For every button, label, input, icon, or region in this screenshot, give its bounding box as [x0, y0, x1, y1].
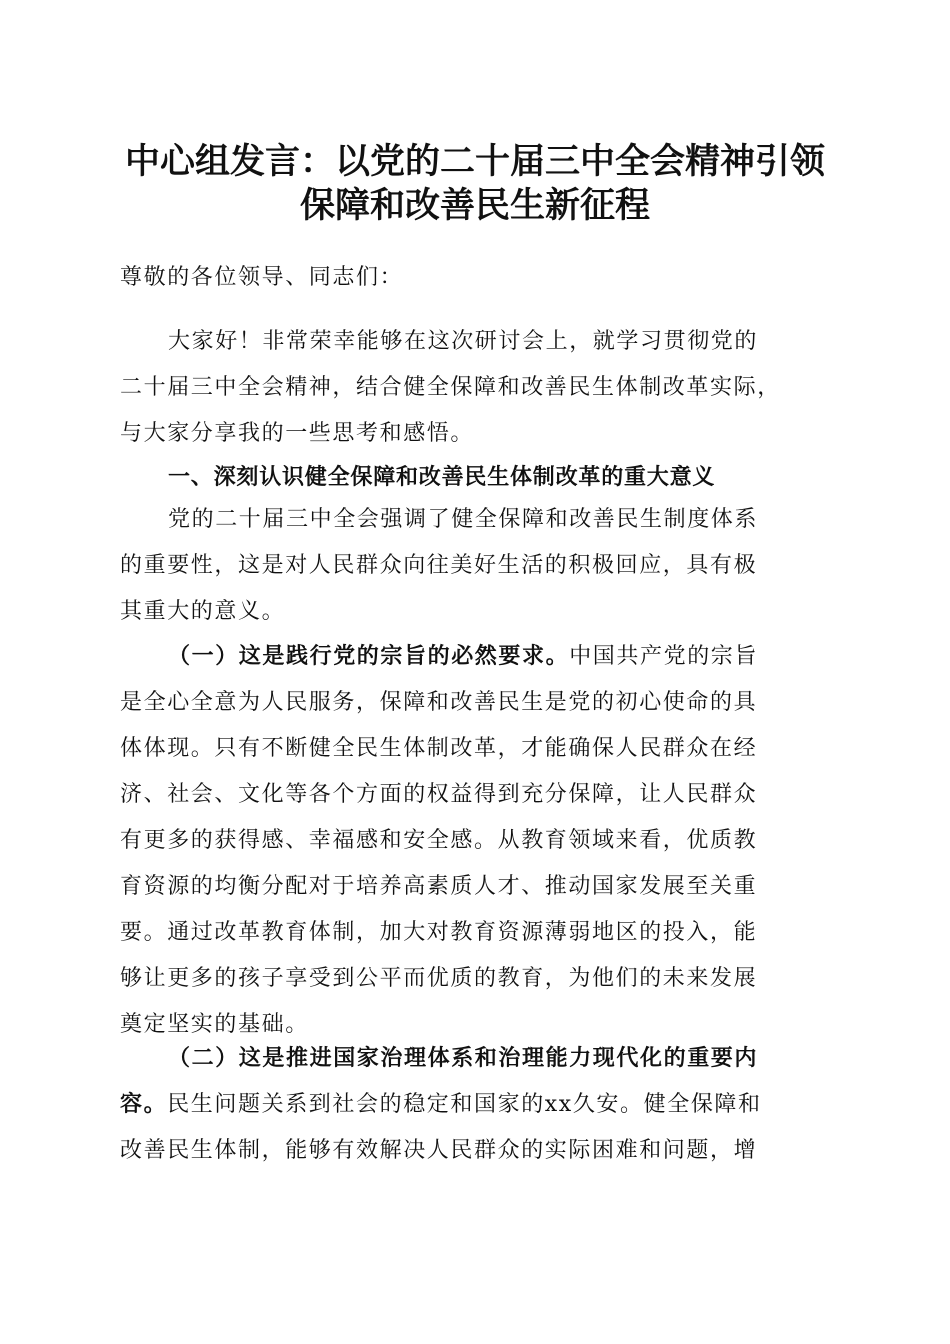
point-1-line: 体体现。只有不断健全民生体制改革，才能确保人民群众在经 — [120, 736, 758, 761]
point-2-paragraph — [120, 1035, 832, 1174]
point-1-heading: （一）这是践行党的宗旨的必然要求。 — [168, 643, 570, 669]
point-2-second-line-rest: 民生问题关系到社会的稳定和国家的xx久安。健全保障和 — [167, 1092, 762, 1117]
salutation-text: 尊敬的各位领导、同志们： — [120, 265, 404, 290]
point-1-line: 够让更多的孩子享受到公平而优质的教育，为他们的未来发展 — [120, 966, 758, 991]
document-title-line-2: 保障和改善民生新征程 — [299, 185, 650, 226]
section-1-line: 党的二十届三中全会强调了健全保障和改善民生制度体系 — [168, 507, 759, 532]
section-1-line: 其重大的意义。 — [120, 599, 286, 624]
point-1-paragraph — [120, 633, 832, 1048]
intro-line: 大家好！非常荣幸能够在这次研讨会上，就学习贯彻党的 — [168, 329, 759, 354]
point-1-line: 有更多的获得感、幸福感和安全感。从教育领域来看，优质教 — [120, 828, 758, 853]
point-1-line: 奠定坚实的基础。 — [120, 1012, 309, 1037]
point-2-heading-line-2: 容。 — [120, 1091, 168, 1117]
point-1-line: 育资源的均衡分配对于培养高素质人才、推动国家发展至关重 — [120, 874, 758, 899]
intro-paragraph — [120, 319, 832, 457]
section-1-heading-text: 一、深刻认识健全保障和改善民生体制改革的重大意义 — [168, 465, 716, 490]
intro-line: 二十届三中全会精神，结合健全保障和改善民生体制改革实际， — [120, 375, 781, 400]
section-1-line: 的重要性，这是对人民群众向往美好生活的积极回应，具有极 — [120, 553, 758, 578]
point-1-first-line-rest: 中国共产党的宗旨 — [569, 644, 759, 669]
intro-line: 与大家分享我的一些思考和感悟。 — [120, 421, 475, 446]
point-2-heading-line-1: （二）这是推进国家治理体系和治理能力现代化的重要内 — [168, 1045, 759, 1071]
section-1-paragraph — [120, 497, 832, 635]
point-1-line: 要。通过改革教育体制，加大对教育资源薄弱地区的投入，能 — [120, 920, 758, 945]
document-title-line-1: 中心组发言：以党的二十届三中全会精神引领 — [124, 141, 825, 182]
point-2-line: 改善民生体制，能够有效解决人民群众的实际困难和问题，增 — [120, 1138, 758, 1163]
salutation — [120, 255, 832, 301]
point-2-second-line — [120, 1081, 832, 1128]
section-1-heading — [120, 455, 832, 501]
point-1-line: 是全心全意为人民服务，保障和改善民生是党的初心使命的具 — [120, 690, 758, 715]
point-1-first-line — [120, 633, 832, 680]
point-1-line: 济、社会、文化等各个方面的权益得到充分保障，让人民群众 — [120, 782, 758, 807]
